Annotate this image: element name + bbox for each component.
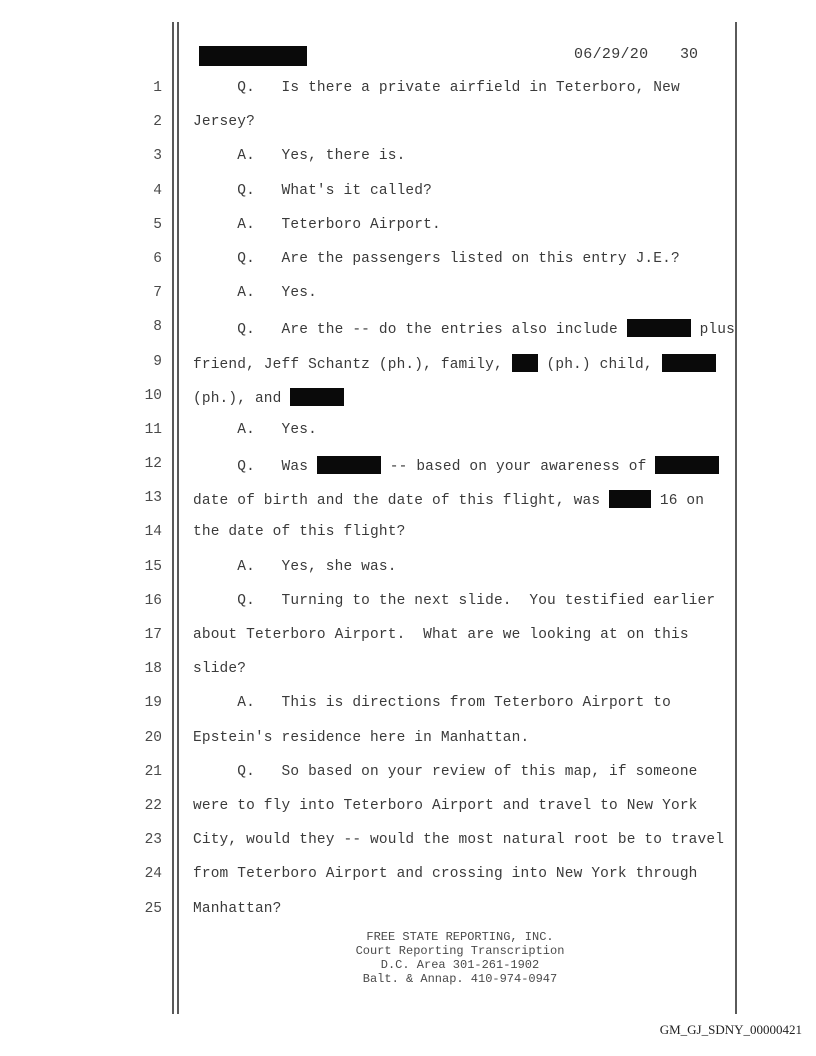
transcript-line [0, 623, 816, 657]
text-segment: Manhattan? [193, 900, 282, 917]
transcript-line [0, 350, 816, 384]
redaction-box [512, 354, 538, 372]
text-segment: the date of this flight? [193, 524, 406, 541]
transcript-line [0, 452, 816, 486]
line-text [193, 627, 689, 643]
page-header [192, 44, 720, 68]
footer-company: FREE STATE REPORTING, INC. [366, 930, 554, 944]
redaction-box [317, 456, 381, 474]
line-number: 1 [153, 80, 162, 96]
text-segment: Q. Turning to the next slide. You testified earlier [193, 592, 716, 609]
line-number: 15 [144, 558, 162, 575]
line-number: 24 [144, 866, 162, 883]
line-number: 11 [144, 421, 162, 438]
line-text [193, 593, 715, 609]
line-text [193, 217, 441, 233]
transcript-body [0, 76, 816, 931]
line-text [193, 319, 735, 338]
line-text [193, 524, 405, 540]
transcript-line [0, 760, 816, 794]
text-segment: were to fly into Teterboro Airport and travel to New York [193, 797, 698, 814]
reporter-footer [300, 930, 620, 986]
line-number: 7 [153, 285, 162, 302]
transcript-line [0, 897, 816, 931]
text-segment: Epstein's residence here in Manhattan. [193, 729, 530, 746]
page-number: 30 [680, 46, 699, 63]
line-number: 8 [153, 319, 162, 336]
transcript-line [0, 589, 816, 623]
redaction-box [655, 456, 719, 474]
transcript-line [0, 247, 816, 281]
transcript-line [0, 110, 816, 144]
transcript-line [0, 144, 816, 178]
line-text [193, 695, 671, 711]
transcript-line [0, 179, 816, 213]
text-segment: friend, Jeff Schantz (ph.), family, [193, 356, 512, 373]
line-text [193, 559, 397, 575]
line-text [193, 730, 529, 746]
transcript-line [0, 828, 816, 862]
transcript-line [0, 520, 816, 554]
bates-number: GM_GJ_SDNY_00000421 [659, 1022, 802, 1037]
line-number: 16 [144, 592, 162, 609]
text-segment: date of birth and the date of this flight, was [193, 493, 610, 510]
text-segment: plus [690, 322, 735, 339]
line-text [193, 456, 719, 475]
line-number: 13 [144, 490, 162, 507]
line-number: 4 [153, 182, 162, 199]
redaction-box [609, 490, 651, 508]
footer-services: Court Reporting Transcription [355, 944, 565, 958]
text-segment: Q. So based on your review of this map, if someone [193, 763, 698, 780]
transcript-line [0, 281, 816, 315]
line-number: 6 [153, 250, 162, 267]
line-number: 12 [144, 456, 162, 473]
text-segment: slide? [193, 661, 247, 678]
line-text [193, 490, 704, 509]
line-number: 9 [153, 353, 162, 370]
text-segment: (ph.) child, [537, 356, 662, 373]
text-segment: (ph.), and [193, 390, 291, 407]
transcript-date: 06/29/20 [574, 46, 649, 63]
text-segment: A. Teterboro Airport. [193, 216, 441, 233]
redaction-box [199, 46, 307, 66]
transcript-line [0, 691, 816, 725]
transcript-line [0, 794, 816, 828]
line-text [193, 764, 698, 780]
line-text [193, 114, 255, 130]
text-segment: Q. What's it called? [193, 182, 432, 199]
line-text [193, 422, 317, 438]
text-segment: Q. Are the -- do the entries also include [193, 322, 627, 339]
line-number: 23 [144, 832, 162, 849]
transcript-line [0, 726, 816, 760]
footer-phone-dc: D.C. Area 301-261-1902 [380, 958, 540, 972]
transcript-line [0, 315, 816, 349]
text-segment: Jersey? [193, 114, 255, 131]
transcript-line [0, 76, 816, 110]
text-segment: A. Yes. [193, 421, 317, 438]
text-segment: A. Yes. [193, 285, 317, 302]
text-segment: from Teterboro Airport and crossing into New York through [193, 866, 698, 883]
line-number: 25 [144, 900, 162, 917]
line-text [193, 251, 680, 267]
transcript-line [0, 657, 816, 691]
line-text [193, 354, 716, 373]
line-text [193, 285, 317, 301]
transcript-line [0, 384, 816, 418]
line-number: 17 [144, 627, 162, 643]
line-text [193, 832, 724, 848]
redaction-box [627, 319, 691, 337]
line-text [193, 661, 246, 677]
line-number: 20 [144, 729, 162, 746]
text-segment: about Teterboro Airport. What are we looking at on this [193, 627, 689, 643]
text-segment: Q. Was [193, 459, 317, 476]
line-number: 22 [144, 797, 162, 814]
transcript-line [0, 486, 816, 520]
line-number: 21 [144, 763, 162, 780]
text-segment: 16 on [651, 493, 705, 510]
text-segment: Q. Is there a private airfield in Teterboro, New [193, 80, 680, 96]
line-number: 18 [144, 661, 162, 678]
line-text [193, 798, 698, 814]
text-segment: A. Yes, she was. [193, 558, 397, 575]
line-text [193, 388, 344, 407]
line-number: 14 [144, 524, 162, 541]
line-text [193, 148, 405, 164]
redaction-box [662, 354, 716, 372]
footer-phone-balt: Balt. & Annap. 410-974-0947 [362, 972, 558, 986]
line-number: 19 [144, 695, 162, 712]
text-segment: -- based on your awareness of [380, 459, 656, 476]
text-segment: Q. Are the passengers listed on this entry J.E.? [193, 250, 680, 267]
transcript-line [0, 213, 816, 247]
line-text [193, 901, 282, 917]
transcript-line [0, 418, 816, 452]
line-text [193, 80, 680, 96]
line-number: 3 [153, 148, 162, 165]
text-segment: A. This is directions from Teterboro Airport to [193, 695, 671, 712]
transcript-line [0, 555, 816, 589]
redaction-box [290, 388, 344, 406]
line-number: 10 [144, 387, 162, 404]
text-segment: City, would they -- would the most natural root be to travel [193, 832, 725, 849]
line-number: 5 [153, 216, 162, 233]
transcript-line [0, 862, 816, 896]
line-number: 2 [153, 114, 162, 131]
line-text [193, 183, 432, 199]
text-segment: A. Yes, there is. [193, 148, 406, 165]
line-text [193, 866, 698, 882]
